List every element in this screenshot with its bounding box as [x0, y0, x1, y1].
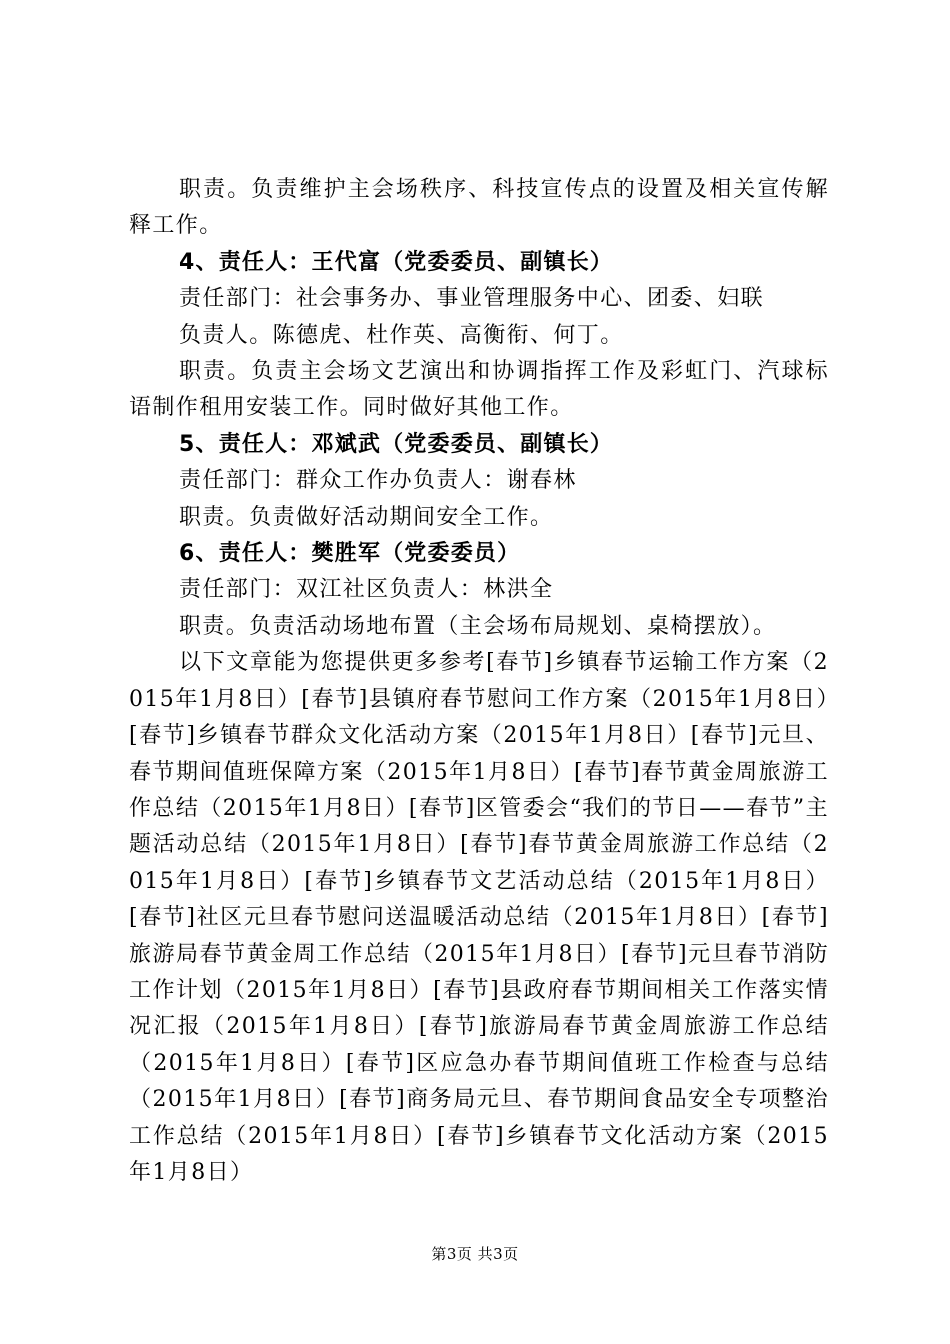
- document-body: [129, 172, 829, 1191]
- section-heading-5: 5、责任人：邓斌武（党委委员、副镇长）: [179, 431, 614, 457]
- paragraph-persons-4: 负责人。陈德虎、杜作英、高衡衔、何丁。: [179, 322, 624, 348]
- page-number-footer: 第3页 共3页: [431, 1245, 519, 1263]
- section-heading-6: 6、责任人：樊胜军（党委委员）: [179, 541, 521, 567]
- paragraph-duty-5: 职责。负责做好活动期间安全工作。: [179, 504, 554, 530]
- paragraph-duty-1: 职责。负责维护主会场秩序、科技宣传点的设置及相关宣传解释工作。: [129, 177, 829, 239]
- paragraph-duty-4: 职责。负责主会场文艺演出和协调指挥工作及彩虹门、汽球标语制作租用安装工作。同时做好其他工作。: [129, 359, 829, 421]
- paragraph-department-6: 责任部门：双江社区负责人：林洪全: [179, 577, 554, 603]
- paragraph-department-4: 责任部门：社会事务办、事业管理服务中心、团委、妇联: [179, 286, 765, 312]
- section-heading-4: 4、责任人：王代富（党委委员、副镇长）: [179, 249, 614, 275]
- paragraph-related-articles: 以下文章能为您提供更多参考[春节]乡镇春节运输工作方案（2015年1月8日）[春节]县镇府春节慰问工作方案（2015年1月8日）[春节]乡镇春节群众文化活动方案（2015年1月8日）[春节]元旦、春节期间值班保障方案（2015年1月8日）[春节]春节黄金周旅游工作总结（2015年1月8日）[春节]区管委会“我们的节日——春节”主题活动总结（2015年1月8日）[春节]春节黄金周旅游工作总结（2015年1月8日）[春节]乡镇春节文艺活动总结（2015年1月8日）[春节]社区元旦春节慰问送温暖活动总结（2015年1月8日）[春节]旅游局春节黄金周工作总结（2015年1月8日）[春节]元旦春节消防工作计划（2015年1月8日）[春节]县政府春节期间相关工作落实情况汇报（2015年1月8日）[春节]旅游局春节黄金周旅游工作总结（2015年1月8日）[春节]区应急办春节期间值班工作检查与总结（2015年1月8日）[春节]商务局元旦、春节期间食品安全专项整治工作总结（2015年1月8日）[春节]乡镇春节文化活动方案（2015年1月8日）: [129, 650, 829, 1185]
- paragraph-department-5: 责任部门：群众工作办负责人：谢春林: [179, 468, 577, 494]
- paragraph-duty-6: 职责。负责活动场地布置（主会场布局规划、桌椅摆放）。: [179, 613, 777, 639]
